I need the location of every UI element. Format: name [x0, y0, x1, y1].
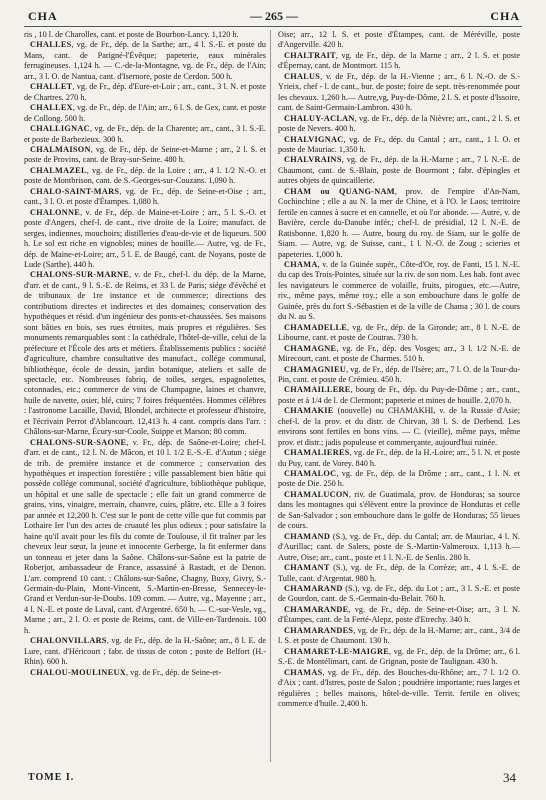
- entry-headword: CHALONS-SUR-MARNE: [30, 270, 130, 280]
- column-divider: [270, 30, 271, 762]
- dictionary-entry: [278, 30, 520, 51]
- dictionary-entry: [24, 636, 266, 667]
- entry-text: , vg. de Fr., dép. de la Drôme; arr., 6 l. S.-E. de Montélimart, cant. de Grignan, poste de Taulignan. 430 h.: [278, 646, 520, 667]
- entry-text: , vg. de Fr., dép. de la H.-Marne ; arr., 7 l. N.-E. de Chaumont, cant. de S.-Blain, poste de Bourmont ; fabr. d'épingles et autres objets de quincaillerie.: [278, 155, 520, 186]
- entry-headword: CHAM ou QUANG-NAM: [284, 186, 395, 196]
- dictionary-entry: [24, 208, 266, 271]
- dictionary-entry: [24, 438, 266, 637]
- entry-text: (S.), vg. de Fr., dép. de la Corrèze; arr., 4 l. S.-E. de Tulle, cant. d'Argentat. 980 h.: [278, 563, 520, 583]
- entry-headword: CHALONNE: [30, 207, 81, 217]
- entry-headword: CHAMAGNIEU: [284, 364, 347, 374]
- dictionary-entry: [278, 135, 520, 156]
- entry-text: , riv. de Guatimala, prov. de Honduras; sa source dans les montagnes qui s'élèvent entre la province de Honduras et celle de San-Salvador ; son embouchure dans le golfe de Honduras; 55 lieues de cours.: [278, 489, 520, 531]
- dictionary-entry: [24, 103, 266, 124]
- entry-text: , v. de Fr., dép. de Maine-et-Loire ; arr., 5 l. S.-O. et poste d'Angers, chef-l. de cant., rive droite de la Loire; manufact. de serges, indiennes, mouchoirs; distilleries d'eau-de-vie et de liqueurs. 500 h. Le sol est riche en vignobles; mines de houille.— Autre, vg. de Fr., dép. de Maine-et-Loire; arr., 5 l. E. de Baugé, cant. de Noyans, poste de Lude (Sarthe). 440 h.: [24, 207, 266, 269]
- entry-headword: CHAMAILLERE: [284, 385, 351, 395]
- dictionary-entry: [278, 626, 520, 647]
- entry-text: , vg. de Fr., dép. de la H.-Marne; arr., cant., 3/4 de l. S. et poste de Chaumont. 130 h.: [278, 625, 520, 646]
- entry-headword: CHALONS-SUR-SAONE: [30, 437, 127, 447]
- entry-text: , bourg de Fr., dép. du Puy-de-Dôme ; arr., cant., poste et à 1/4 de l. de Clermont; papeterie et mines de houille. 2,070 h.: [278, 385, 520, 405]
- entry-text: (S.), vg. de Fr., dép. du Cantal; arr. de Mauriac, 4 l. N. d'Aurillac; cant. de Salers, poste de S.-Martin-Valmeroux. 1,113 h.— Autre, Oise; arr., cant., poste et 1 l. N.-E. de Senlis. 280 h.: [278, 531, 520, 562]
- dictionary-entry: [24, 40, 266, 82]
- dictionary-entry: [278, 51, 520, 72]
- dictionary-entry: [278, 532, 520, 563]
- entry-text: Oise; arr., 12 l. S. et poste d'Étampes, cant. de Méréville, poste d'Angerville. 420 h.: [278, 30, 520, 50]
- entry-headword: CHAMAND: [284, 531, 331, 541]
- dictionary-entry: [24, 270, 266, 437]
- entry-headword: CHALO-SAINT-MARS: [30, 186, 120, 196]
- entry-text: , vg. de Fr., dép. du Cantal ; arr., cant., 1 l. O. et poste de Mauriac. 1,350 h.: [278, 134, 520, 154]
- dictionary-entry: [278, 647, 520, 668]
- page-footer: [28, 772, 516, 788]
- dictionary-entry: [24, 145, 266, 166]
- entry-headword: CHALMAZEL: [30, 165, 87, 175]
- entry-text: , vg. de Fr., dép. de la Sarthe; arr., 4 l. S.-E. et poste du Mans, cant. de Parigné-l'Évêque; papeterie, eaux minérales ferrugineuses. 1,124 h. — C.-de-la-Montagne, vg. de Fr., dép. de l'Ain; arr., 3 l. O. de Nantua, cant. d'Isernore, poste de Cerdon. 500 h.: [24, 40, 266, 81]
- entry-text: , v. de Fr., dép. de la H.-Vienne ; arr., 6 l. N.-O. de S.-Yrieix, chef - l. de cant., bur. de poste; foire de sept. très-renommée pour les chevaux. 1,260 h.— Autre,vg, Puy-de-Dôme, 2 l. S. et poste d'Issoire, cant. de Saint-Germain-Lambron. 430 h.: [278, 71, 520, 113]
- signature-mark: 34: [503, 770, 516, 785]
- entry-headword: CHAMARANDE: [284, 604, 349, 614]
- entry-headword: CHAMADELLE: [284, 322, 348, 332]
- dictionary-entry: [278, 605, 520, 626]
- dictionary-entry: [278, 260, 520, 323]
- entry-text: , vg. de Fr., dép. des Vosges; arr., 3 l. 1/2 N.-E. de Mirecourt, cant. et poste de Charmes. 510 h.: [278, 343, 520, 364]
- entry-text: , vg. de Fr., dép. de la Drôme ; arr., cant., 1 l. N. et poste de Die. 250 h.: [278, 469, 520, 489]
- entry-text: , vg. de Fr., dép. de Seine-et-Oise; arr., 3 l. N. d'Étampes, cant. de la Ferté-Alepz, poste d'Etrechy. 340 h.: [278, 604, 520, 625]
- entry-text: , vg. de Fr., dép. de Seine-et-Marne ; arr., 2 l. S. et poste de Provins, cant. de Bray-sur-Seine. 480 h.: [24, 144, 266, 165]
- entry-text: , vg. de Fr., dép. de l'Isère; arr., 7 l. O. de la Tour-du-Pin, cant. et poste de Crémieu. 450 h.: [278, 364, 520, 384]
- entry-text: , prov. de l'empire d'An-Nam, Cochinchine ; elle a au N. la mer de Chine, et à l'O. le Laos; territoire fertile en cannes à sucre et en cannelle, et où l'or abonde. — Autre, v. de Bavière, cercle du-Danube infér.; chef-l. de présidial, 12 l. N.-E. de Ratisbonne. 1,820 h. — Autre, bourg du roy. de Siam, sur le golfe de Siam. — Autre, vg. de Suisse, cant., 1 l. N.-O. de Zoug ; scieries et papeteries. 1,000 h.: [278, 186, 520, 259]
- entry-headword: CHAMARANDES: [284, 625, 354, 635]
- page-number: — 265 —: [250, 9, 298, 23]
- dictionary-entry: [24, 30, 266, 40]
- dictionary-entry: [278, 448, 520, 469]
- dictionary-entry: [278, 469, 520, 490]
- entry-text: , vg. de Fr., dép. de Seine-et-: [126, 667, 222, 677]
- entry-headword: CHALMAISON: [30, 144, 91, 154]
- dictionary-entry: [278, 344, 520, 365]
- left-column: [24, 30, 266, 762]
- entry-headword: CHAMALUCON: [284, 489, 349, 499]
- dictionary-entry: [278, 72, 520, 114]
- entry-text: , vg. de Fr., dép. de Seine-et-Oise ; arr., cant., 3 l. O. et poste d'Étampes. 1,080 h.: [24, 186, 266, 207]
- entry-headword: CHALOU-MOULINEUX: [30, 667, 127, 677]
- right-column: [278, 30, 520, 762]
- entry-text: , vg. de Fr., dép. de la H.-Saône; arr., 8 l. E. de Lure, cant. d'Héricourt ; fabr. de tissus de coton ; poste de Belfort (H.-Rhin). 600 h.: [24, 636, 266, 667]
- entry-text: , vg. de Fr., dép. des Bouches-du-Rhône; arr., 7 l. 1/2 O. d'Aix ; cant. d'Istres, poste de Salon ; poudrière importante; rues larges et régulières ; belles maisons, hôtel-de-ville. Territ. fertile en olives; commerce d'huile. 2,400 h.: [278, 667, 520, 708]
- entry-headword: CHALLES: [30, 40, 72, 50]
- entry-text: , vg. de Fr., dép. de la Marne ; arr., 2 l. S. et poste d'Épernay, cant. de Montmort. 115 h.: [278, 50, 520, 71]
- entry-text: , v. Fr., dép. de Saône-et-Loire; chef-l. d'arr. et de cant., 12 l. N. de Mâcon, et 10 l. 1/2 E.-S.-E. d'Autun ; siége de trib. de première instance et de commerce ; conservation des hypothèques et inspection forestière ; ville passablement bien bâtie qui possède collége communal, société d'agriculture, bibliothèque publique, un hôpital et une salle de spectacle ; elle fait un grand commerce de grains, vins, vinaigre, merrain, chanvre, cuirs, plâtre, etc. Elle a 3 foires par année et 12,200 h. C'est sur le pont de cette ville que fut commis par Lothaire Ier l'un des actes de cruauté les plus odieux ; pour satisfaire la haine qu'il avait pour les fils du comte de Toulouse, il fit traîner par les cheveux leur sœur, la jeune et innocente Gerberge, la fit enfermer dans un tonneau et jeter dans la Saône. Châlons-sur-Saône est la patrie de Roberjot, ambassadeur de France, assassiné à Rastadt, et de Denon. L'arr. comprend 10 cant. : Châlons-sur-Saône, Chagny, Buxy, Givry, S.-Germain-du-Plain, Mont-Vincent, S.-Martin-en-Bresse, Sennecey-le-Grand et Verdun-sur-le-Doubs. 109 comm. — Autre, vg., Mayenne ; arr., 4 l. N.-E. et poste de Laval, cant. d'Argentré. 650 h. — C.-sur-Vesle, vg., Marne ; arr., 2 l. O. et poste de Reims, cant. de Ville-en-Tardenois. 100 h.: [24, 437, 266, 635]
- entry-headword: CHALVRAINS: [284, 155, 342, 165]
- entry-headword: CHAMAKIE: [284, 406, 334, 416]
- dictionary-entry: [278, 114, 520, 135]
- dictionary-entry: [278, 490, 520, 532]
- entry-headword: CHAMARET-LE-MAIGRE: [284, 646, 390, 656]
- entry-headword: CHALUS: [284, 71, 321, 81]
- entry-text: , vg. de Fr., dép. de la Gironde; arr., 8 l. N.-E. de Libourne, cant. et poste de Coutras. 730 h.: [278, 322, 520, 343]
- entry-headword: CHAMAGNE: [284, 343, 337, 353]
- dictionary-entry: [24, 82, 266, 103]
- entry-headword: CHALLET: [30, 82, 73, 92]
- header-left-guideword: CHA: [28, 9, 58, 23]
- entry-headword: CHAMAS: [284, 667, 323, 677]
- entry-headword: CHAMALIERES: [284, 448, 350, 458]
- entry-text: , v. de Fr., chef-l. du dép. de la Marne, d'arr. et de cant., 9 l. S.-E. de Reims, et 33 l. de Paris; siége d'évêché et de tribunaux de 1re instance et de commerce; directions des contributions directes et indirectes et des domaines; conservation des hypothèques et résid. d'un ingénieur des ponts-et-chaussées. Ses maisons sont bâties en bois, ses rues étroites, mais propres et régulières. Ses monuments remarquables sont : la cathédrale, l'hôtel-de-ville, celui de la préfecture et l'École des arts et métiers. Établissements publics : société d'agriculture, chambre consultative des manufact., collége communal, bibliothèque, école de dessin, jardin botanique, ateliers et salle de spectacle, etc. Nombreuses fabriq. de toiles, serges, espagnolettes, cotonnades, etc.; commerce de vins de Champagne, laines et chanvre, huile de navette, osier, blé, cuirs; 7 foires fréquentées. Hommes célèbres : l'astronome Lacaille, David, Blondel, architecte et professeur d'histoire, et l'écrivain Perrot d'Ablancourt. 12,413 h. 4 cant. compris dans l'arr. : Châlons-sur-Marne, Écury-sur-Coole, Suippe et Marson; 80 comm.: [24, 270, 266, 437]
- dictionary-entry: [278, 365, 520, 386]
- dictionary-entry: [278, 668, 520, 710]
- dictionary-entry: [278, 406, 520, 448]
- entry-text: (nouvelle) ou CHAMAKHI, v. de la Russie d'Asie; chef-l. de la prov. et du distr. de Chirvan, 38 l. S. de Derbend. Les environs sont fertiles en bons vins. — C. (vieille), même pays, même prov. et distr.; jadis populeuse et commerçante, aujourd'hui ruinée.: [278, 406, 520, 447]
- dictionary-entry: [278, 323, 520, 344]
- entry-text: , vg. de Fr., dép. d'Eure-et-Loir ; arr., cant., 3 l. N. et poste de Chartres. 270 h.: [24, 82, 266, 102]
- entry-text: ris , 10 l. de Charolles, cant. et poste de Bourbon-Lancy. 1,120 h.: [24, 30, 239, 39]
- entry-text: , vg. de Fr., dép. de l'Ain; arr., 6 l. S. de Gex, cant. et poste de Collong. 500 h.: [24, 103, 266, 123]
- header-right-guideword: CHA: [490, 9, 520, 23]
- header-rule: [24, 26, 522, 27]
- dictionary-entry: [24, 187, 266, 208]
- dictionary-entry: [24, 124, 266, 145]
- dictionary-entry: [278, 187, 520, 260]
- entry-headword: CHAMANT: [284, 563, 330, 573]
- dictionary-entry: [278, 584, 520, 605]
- entry-text: , vg. de Fr., dép. de la H.-Loire; arr., 5 l. N. et poste du Puy, cant. de Vorey. 840 h.: [278, 448, 520, 468]
- dictionary-entry: [278, 385, 520, 406]
- entry-headword: CHAMALOC: [284, 469, 337, 479]
- entry-headword: CHAMA: [284, 259, 318, 269]
- entry-headword: CHALLIGNAC: [30, 124, 90, 134]
- entry-text: , vg. de Fr., dép. de la Loire ; arr., 4 l. 1/2 N.-O. et poste de Montbrison, cant. de S.-Georges-sur-Couzans. 1,090 h.: [24, 165, 266, 186]
- entry-text: (S.), vg. de Fr., dép. du Lot ; arr., 3 l. S.-E. et poste de Gourdon, cant. de S.-Germain-du-Belair. 760 h.: [278, 584, 520, 604]
- running-header: [28, 9, 520, 27]
- dictionary-entry: [24, 166, 266, 187]
- entry-headword: CHALLEX: [30, 103, 73, 113]
- entry-text: , vg. de Fr., dép. de la Charente; arr., cant., 3 l. S.-E. et poste de Barbezieux. 300 h.: [24, 124, 266, 144]
- dictionary-entry: [24, 668, 266, 678]
- volume-label: TOME I.: [28, 772, 75, 783]
- entry-headword: CHALONVILLARS: [30, 636, 107, 646]
- entry-headword: CHALUY-ACLAN: [284, 113, 355, 123]
- entry-text: , v. de la Guinée supér., Côte-d'Or, roy. de Fanti, 15 l. N.-E. du cap des Trois-Pointes, située sur la riv. de son nom. Les hab. font avec les navigateurs le commerce de volaille, fruits, pirogues, etc.—Autre, riv., même pays, même roy.; elle a son embouchure dans le golfe de Guinée, près du fort S.-Sébastien et de la ville de Chama ; 30 l. de cours du N. au S.: [278, 259, 520, 322]
- dictionary-entry: [278, 155, 520, 186]
- entry-headword: CHAMARAND: [284, 584, 343, 594]
- entry-headword: CHALVIGNAC: [284, 134, 344, 144]
- entry-text: , vg. de Fr., dép. de la Nièvre; arr., cant., 2 l. S. et poste de Nevers. 400 h.: [278, 113, 520, 134]
- entry-headword: CHALTRAIT: [284, 50, 336, 60]
- dictionary-entry: [278, 563, 520, 584]
